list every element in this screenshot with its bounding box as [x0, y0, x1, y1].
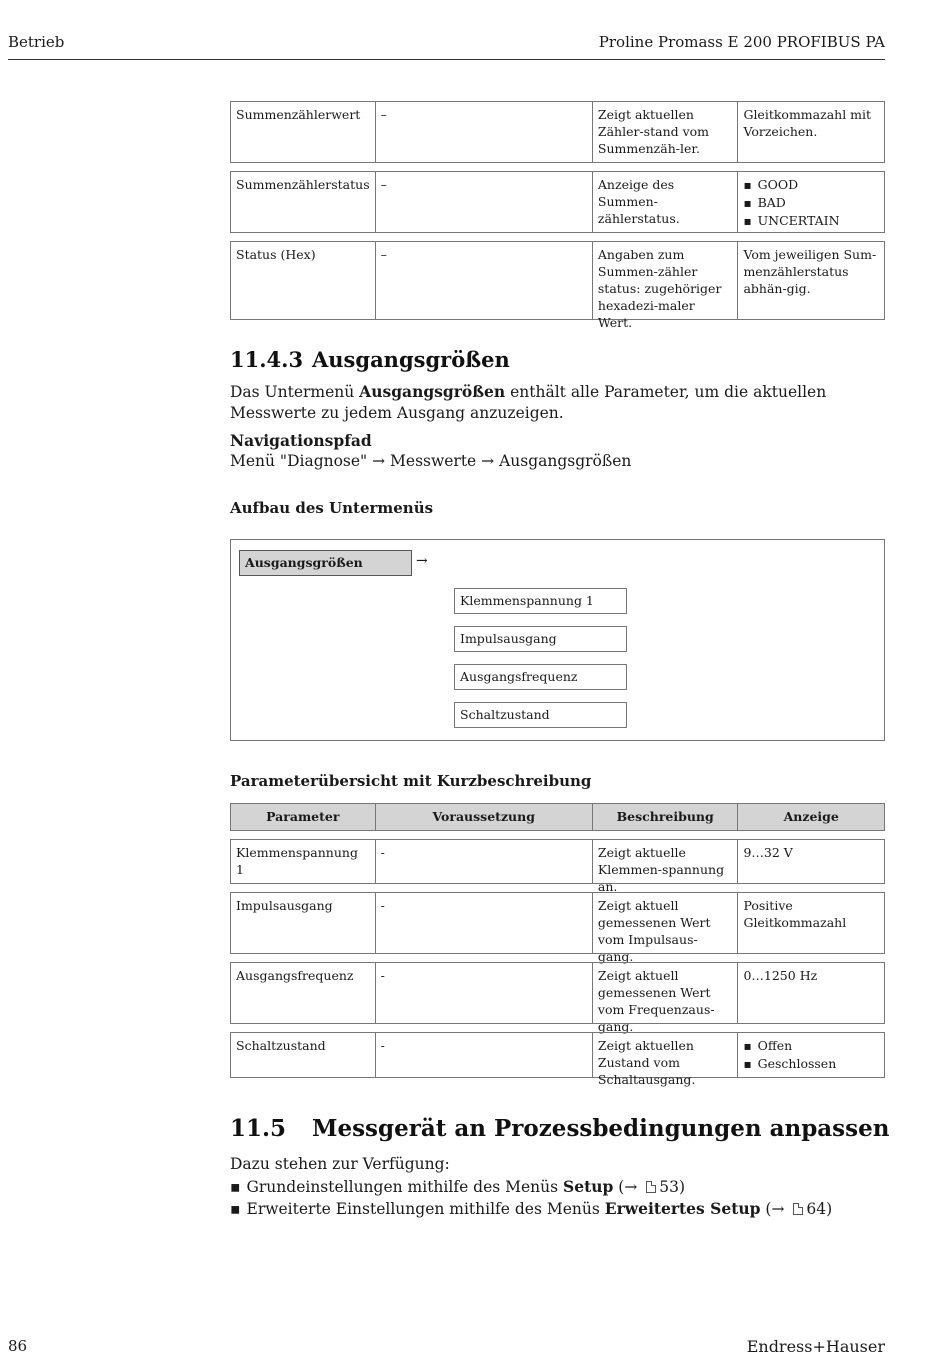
section-title: Ausgangsgrößen: [312, 347, 510, 372]
section-number: 11.4.3: [230, 347, 304, 372]
section-number: 11.5: [230, 1115, 287, 1142]
cell-display: 0…1250 Hz: [743, 968, 818, 983]
nav-path: Menü "Diagnose" → Messwerte → Ausgangsgrößen: [230, 452, 632, 470]
cell-parameter: Summenzählerwert: [231, 102, 376, 162]
cell-prerequisite: -: [376, 893, 593, 953]
list-item: [230, 1198, 832, 1220]
column-header: Beschreibung: [593, 804, 739, 830]
cell-prerequisite: -: [376, 963, 593, 1023]
column-header: Parameter: [231, 804, 376, 830]
section-heading: [230, 1115, 889, 1142]
cell-display: [738, 172, 884, 232]
section-heading: [230, 347, 510, 372]
menu-name: Setup: [563, 1177, 614, 1196]
page-number: 86: [8, 1337, 28, 1355]
cell-parameter: Impulsausgang: [231, 893, 376, 953]
menu-name: Erweitertes Setup: [604, 1199, 761, 1218]
display-options-list: [743, 176, 879, 230]
column-header: Voraussetzung: [376, 804, 593, 830]
cell-description: Zeigt aktuell gemessenen Wert vom Impulsaus-gang.: [593, 893, 739, 953]
list-item: [230, 1176, 832, 1198]
cell-description: Zeigt aktuellen Zustand vom Schaltausgang.: [593, 1033, 739, 1077]
reference-close: ): [679, 1178, 686, 1196]
list-item: ▪ UNCERTAIN: [743, 212, 879, 230]
menu-root-node: Ausgangsgrößen: [239, 550, 412, 576]
cell-parameter: Summenzählerstatus: [231, 172, 376, 232]
running-header-section: Betrieb: [8, 33, 65, 51]
table-row: [230, 962, 885, 1034]
cell-parameter: Schaltzustand: [231, 1033, 376, 1077]
footer-brand: Endress+Hauser: [746, 1337, 885, 1356]
intro-text-end: enthält alle Parameter, um die aktuellen Messwerte zu jedem Ausgang anzuzeigen.: [230, 383, 827, 422]
cell-description: Zeigt aktuell gemessenen Wert vom Frequenzaus-gang.: [593, 963, 739, 1023]
cell-parameter: Ausgangsfrequenz: [231, 963, 376, 1023]
cell-prerequisite: –: [376, 102, 593, 162]
reference-open: (→: [613, 1178, 643, 1196]
page-reference-link[interactable]: 53: [659, 1178, 679, 1196]
nav-heading: Navigationspfad: [230, 431, 372, 450]
bullet-text: Erweiterte Einstellungen mithilfe des Menüs: [246, 1200, 605, 1218]
header-rule: [8, 59, 885, 60]
menu-item-node: Klemmenspannung 1: [454, 588, 627, 614]
cell-prerequisite: –: [376, 172, 593, 232]
submenu-heading: Aufbau des Untermenüs: [230, 499, 434, 517]
section-title: Messgerät an Prozessbedingungen anpassen: [312, 1115, 890, 1142]
cell-display: Vom jeweiligen Sum-menzählerstatus abhän-gig.: [743, 247, 877, 296]
overview-heading: Parameterübersicht mit Kurzbeschreibung: [230, 772, 592, 790]
list-item: ▪ GOOD: [743, 176, 879, 194]
intro-text: Das Untermenü: [230, 383, 360, 401]
cell-description: Zeigt aktuellen Zähler-stand vom Summenzäh-ler.: [593, 102, 739, 162]
table-row: [230, 171, 885, 233]
cell-prerequisite: –: [376, 242, 593, 319]
table-row: [230, 839, 885, 894]
table-header-row: [230, 803, 885, 831]
page-reference-icon: [793, 1203, 803, 1215]
cell-display: 9…32 V: [743, 845, 793, 860]
menu-item-node: Schaltzustand: [454, 702, 627, 728]
reference-close: ): [826, 1200, 833, 1218]
page-reference-icon: [646, 1181, 656, 1193]
cell-display: [738, 1033, 884, 1077]
section-intro: [230, 381, 890, 424]
cell-display: Gleitkommazahl mit Vorzeichen.: [743, 107, 872, 139]
list-item: ▪ BAD: [743, 194, 879, 212]
column-header: Anzeige: [783, 809, 839, 824]
list-item: ▪ Geschlossen: [743, 1055, 879, 1073]
section-intro: Dazu stehen zur Verfügung:: [230, 1155, 450, 1173]
menu-item-node: Ausgangsfrequenz: [454, 664, 627, 690]
cell-parameter: Klemmenspannung 1: [231, 840, 376, 883]
cell-description: Angaben zum Summen-zähler status: zugehöriger hexadezi-maler Wert.: [593, 242, 739, 319]
intro-bold: Ausgangsgrößen: [359, 382, 506, 401]
cell-description: Anzeige des Summen-zählerstatus.: [593, 172, 739, 232]
table-row: [230, 1032, 885, 1087]
running-header-product: Proline Promass E 200 PROFIBUS PA: [598, 33, 885, 51]
cell-prerequisite: -: [376, 840, 593, 883]
arrow-right-icon: →: [416, 553, 428, 569]
menu-item-node: Impulsausgang: [454, 626, 627, 652]
options-list: [230, 1176, 832, 1220]
bullet-text: Grundeinstellungen mithilfe des Menüs: [246, 1178, 564, 1196]
reference-open: (→: [760, 1200, 790, 1218]
table-row: [230, 892, 885, 964]
display-options-list: [743, 1037, 879, 1073]
cell-display: Positive Gleitkommazahl: [743, 898, 847, 930]
list-item: ▪ Offen: [743, 1037, 879, 1055]
cell-description: Zeigt aktuelle Klemmen-spannung an.: [593, 840, 739, 883]
page-reference-link[interactable]: 64: [806, 1200, 827, 1218]
cell-prerequisite: -: [376, 1033, 593, 1077]
table-row: [230, 101, 885, 163]
table-row: [230, 241, 885, 330]
cell-parameter: Status (Hex): [231, 242, 376, 319]
